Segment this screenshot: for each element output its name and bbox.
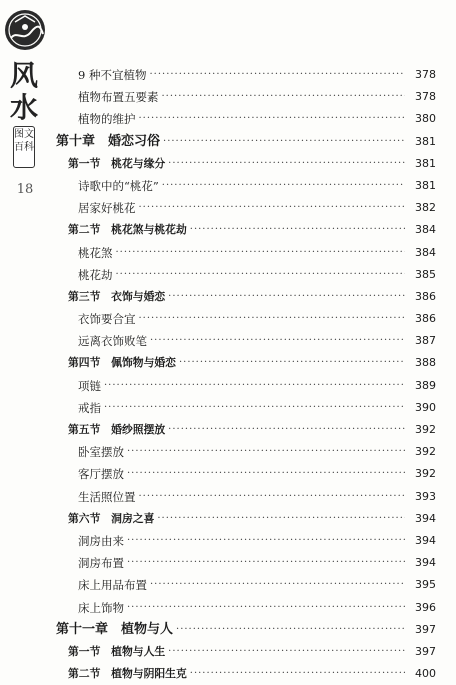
- toc-entry-title: 衣饰要合宜: [48, 308, 139, 330]
- toc-page-number: 386: [415, 312, 436, 326]
- toc-entry: [48, 264, 436, 286]
- toc-entry-title: 戒指: [48, 397, 104, 419]
- dot-leader: [162, 175, 405, 197]
- toc-entry: [48, 397, 436, 419]
- dot-leader: [127, 463, 405, 485]
- toc-entry-title: 第五节 婚纱照摆放: [48, 419, 168, 441]
- toc-entry: [48, 86, 436, 108]
- toc-entry-title: 第一节 桃花与缘分: [48, 153, 168, 175]
- dot-leader: [127, 441, 405, 463]
- dot-leader: [139, 197, 406, 219]
- dot-leader: [162, 86, 406, 108]
- dot-leader: [149, 64, 405, 86]
- toc-page-number: 381: [415, 178, 436, 192]
- toc-entry-title: 9 种不宜植物: [48, 64, 149, 86]
- toc-page-number: 386: [415, 289, 436, 303]
- toc-entry-title: 远离衣饰败笔: [48, 330, 150, 352]
- table-of-contents: [48, 64, 436, 685]
- toc-page-number: 388: [415, 356, 436, 370]
- toc-entry-title: 第六节 洞房之喜: [48, 508, 157, 530]
- toc-section: [48, 153, 436, 175]
- toc-page-number: 385: [415, 267, 436, 281]
- dot-leader: [139, 308, 406, 330]
- toc-entry-title: 第十一章 植物与人: [48, 619, 176, 641]
- toc-page-number: 394: [415, 511, 436, 525]
- toc-chapter: [48, 619, 436, 641]
- toc-page-number: 397: [415, 622, 436, 636]
- toc-entry-title: 桃花煞: [48, 242, 116, 264]
- toc-page-number: 381: [415, 134, 436, 148]
- toc-entry-title: 项链: [48, 375, 104, 397]
- toc-entry-title: 植物的维护: [48, 108, 139, 130]
- dot-leader: [104, 375, 405, 397]
- dot-leader: [116, 242, 406, 264]
- toc-entry-title: 桃花劫: [48, 264, 116, 286]
- toc-entry-title: 客厅摆放: [48, 463, 127, 485]
- toc-page-number: 392: [415, 445, 436, 459]
- toc-page-number: 384: [415, 245, 436, 259]
- toc-page-number: 400: [415, 667, 436, 681]
- toc-section: [48, 419, 436, 441]
- toc-section: [48, 352, 436, 374]
- dot-leader: [157, 508, 405, 530]
- dot-leader: [179, 352, 405, 374]
- toc-page-number: 378: [415, 90, 436, 104]
- toc-entry: [48, 530, 436, 552]
- toc-entry: [48, 330, 436, 352]
- dot-leader: [139, 108, 406, 130]
- toc-page-number: 394: [415, 533, 436, 547]
- dot-leader: [176, 619, 405, 641]
- toc-page-number: 381: [415, 156, 436, 170]
- toc-entry: [48, 108, 436, 130]
- toc-entry: [48, 552, 436, 574]
- dot-leader: [163, 131, 405, 153]
- dot-leader: [116, 264, 406, 286]
- toc-entry-title: 居家好桃花: [48, 197, 139, 219]
- book-subtitle: 图文百科: [13, 126, 35, 168]
- toc-entry-title: 第二节 桃花煞与桃花劫: [48, 219, 190, 241]
- dot-leader: [127, 552, 405, 574]
- toc-page-number: 394: [415, 556, 436, 570]
- dot-leader: [168, 419, 405, 441]
- toc-page-number: 392: [415, 423, 436, 436]
- toc-page-number: 393: [415, 489, 436, 503]
- dot-leader: [139, 486, 406, 508]
- toc-entry: [48, 597, 436, 619]
- toc-entry: [48, 463, 436, 485]
- dot-leader: [104, 397, 405, 419]
- toc-entry: [48, 441, 436, 463]
- toc-entry: [48, 242, 436, 264]
- toc-entry-title: 第二节 植物与阴阳生克: [48, 663, 190, 685]
- toc-entry: [48, 308, 436, 330]
- dot-leader: [190, 663, 405, 685]
- toc-section: [48, 663, 436, 685]
- dot-leader: [127, 530, 405, 552]
- toc-entry: [48, 486, 436, 508]
- toc-page-number: 382: [415, 201, 436, 215]
- toc-page-number: 387: [415, 334, 436, 348]
- dot-leader: [150, 574, 405, 596]
- toc-entry-title: 第三节 衣饰与婚恋: [48, 286, 168, 308]
- toc-entry: [48, 64, 436, 86]
- book-title: 风水: [9, 59, 38, 124]
- dot-leader: [150, 330, 405, 352]
- toc-chapter: [48, 131, 436, 153]
- dot-leader: [168, 286, 405, 308]
- toc-entry-title: 植物布置五要素: [48, 86, 162, 108]
- book-emblem-icon: [3, 8, 47, 52]
- toc-page-number: 378: [415, 68, 436, 81]
- page-number: 18: [16, 182, 34, 197]
- toc-section: [48, 219, 436, 241]
- toc-entry-title: 床上饰物: [48, 597, 127, 619]
- toc-entry-title: 生活照位置: [48, 486, 139, 508]
- toc-entry-title: 床上用品布置: [48, 574, 150, 596]
- dot-leader: [168, 153, 405, 175]
- toc-page-number: 397: [415, 644, 436, 658]
- toc-entry: [48, 375, 436, 397]
- toc-page-number: 395: [415, 578, 436, 592]
- toc-entry-title: 第十章 婚恋习俗: [48, 131, 163, 153]
- toc-page-number: 390: [415, 400, 436, 414]
- toc-page-number: 396: [415, 600, 436, 614]
- toc-entry-title: 第四节 佩饰物与婚恋: [48, 352, 179, 374]
- toc-page-number: 384: [415, 223, 436, 237]
- toc-entry-title: 第一节 植物与人生: [48, 641, 168, 663]
- toc-page-number: 392: [415, 467, 436, 481]
- toc-entry-title: 洞房布置: [48, 552, 127, 574]
- toc-section: [48, 508, 436, 530]
- dot-leader: [190, 219, 405, 241]
- dot-leader: [168, 641, 405, 663]
- dot-leader: [127, 597, 405, 619]
- toc-entry: [48, 175, 436, 197]
- toc-section: [48, 641, 436, 663]
- toc-page-number: 389: [415, 378, 436, 392]
- toc-section: [48, 286, 436, 308]
- toc-page-number: 380: [415, 112, 436, 126]
- toc-entry-title: 诗歌中的“桃花”: [48, 175, 162, 197]
- toc-entry: [48, 574, 436, 596]
- toc-entry: [48, 197, 436, 219]
- toc-entry-title: 洞房由来: [48, 530, 127, 552]
- toc-entry-title: 卧室摆放: [48, 441, 127, 463]
